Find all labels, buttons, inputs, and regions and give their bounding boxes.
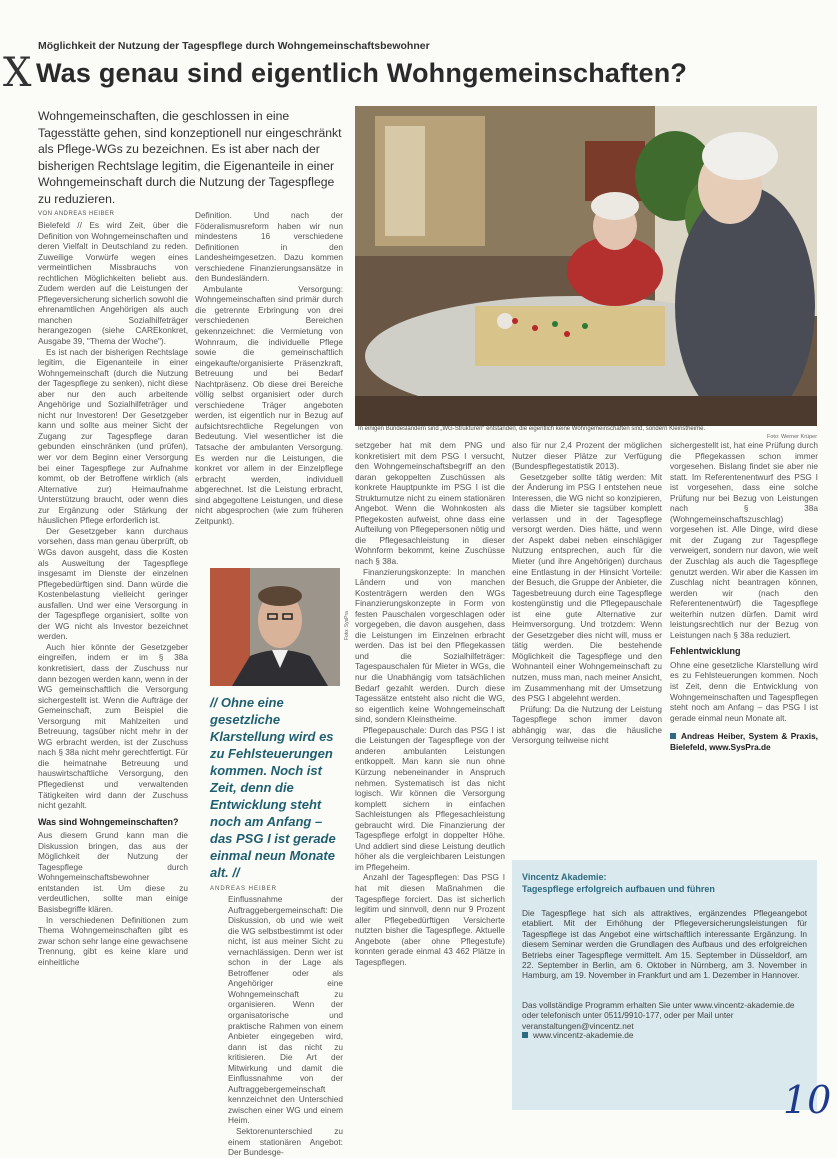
byline: VON ANDREAS HEIBER	[38, 211, 115, 217]
paragraph: setzgeber hat mit dem PNG und konkretisiert mit dem PSG I versucht, den Wohngemeinschaftsbegriff an den daran gekoppelten Zuschüssen als konkrete Hauptpunkte im PSG I ist die Strukturnutze nicht zu einem stationären Angebot. Wenn die Wohnkosten als Pflegekosten aufweist, ohne dass eine Aufteilung von Pflegepersonen nötig und die Pflegesachleistung in dieser Wohnform bekommt, keine Zuschüsse nach § 38a.	[355, 440, 505, 567]
paragraph: Aus diesem Grund kann man die Diskussion bringen, das aus der Möglichkeit der Nutzung der Tagespflege durch Wohngemeinschaftsbewohner entstanden ist. Um diese zu verdeutlichen, sollte man einige Basisbegriffe klären.	[38, 830, 188, 914]
paragraph: Auch hier könnte der Gesetzgeber eingreifen, indem er im § 38a konkretisiert, dass der Zuschuss nur dann bezogen werden kann, wenn in der WG gemeinschaftlich die Versorgung sichergestellt ist. Wenn die Aufträge der Gemeinschaft, zum Beispiel die Versorgung mit Mahlzeiten und Betreuung, tagsüber nicht mehr in der WG erbracht werden, ist der Zuschuss nach § 38a nicht mehr gerechtfertigt. Für die heimatnahe Betreuung und hauswirtschaftliche Versorgung, den Pflegedienst und verwaltenden Tätigkeiten wird dann der Zuschuss nicht gezahlt.	[38, 641, 188, 811]
paragraph: Einflussnahme der Auftraggebergemeinschaft: Die Diskussion, ob und wie weit die WG selbstbestimmt ist oder nicht, ist aus meiner Sicht zu vernachlässigen. Denn wer ist schon in der Lage als Betroffener oder als Angehöriger eine Wohngemeinschaft zu organisieren. Wenn der organisatorische und praktische Rahmen von einem Anbieter eingegeben wird, dann ist das nicht zu kritisieren. Die Art der Mitwirkung und damit die Einflussnahme von der Auftraggebergemeinschaft kennzeichnet den Unterschied zwischen einer WG und einem Heim.	[228, 894, 343, 1126]
quote-author: ANDREAS HEIBER	[210, 886, 278, 892]
paragraph: Ambulante Versorgung: Wohngemeinschaften sind primär durch die getrennte Erbringung von drei verschiedenen Bereichen gekennzeichnet: die Vermietung von Wohnraum, die individuelle Pflege sowie die gemeinschaftlich eingekaufte/organisierte Präsenzkraft, Betreuung und bei Bedarf Nachtpräsenz. Ob diese drei Bereiche völlig selbst organisiert oder durch verschiedene Träger angeboten werden, ist eigentlich nur in Bezug auf aufsichtsrechtliche Regelungen von Bedeutung. Viel wesentlicher ist die Tatsache der ambulanten Versorgung. Es werden nur die Leistungen, die konkret vor allem in der Einzelpflege erbracht werden, individuell abgerechnet. Ist die Leistung erbracht, sind abgegoltene Leistungen, und diese nicht abgesprochen (wie zum früheren Zeitpunkt).	[195, 283, 343, 526]
author-note	[670, 731, 818, 752]
box-link-row	[522, 1030, 634, 1040]
paragraph: Definition. Und nach der Föderalismusreform haben wir nun mindestens 16 verschiedene Definitionen in den Landesheimgesetzen. Dazu kommen verschiedene Finanzierungsansätze in den Bundesländern.	[195, 210, 343, 284]
paragraph: Anzahl der Tagespflegen: Das PSG I hat mit diesen Maßnahmen die Tagespflege forciert. Das ist sicherlich legitim und sinnvoll, denn nur 9 Prozent aller Pflegebedürftigen Versicherte nutzten bisher die Tagespflege. Aktuelle Angebote (aber ohne Pflegestufe) konnten gerade einmal 43 462 Plätze in Tagespflegen.	[355, 872, 505, 967]
paragraph: Bielefeld // Es wird Zeit, über die Definition von Wohngemeinschaften und deren Vielfalt in Deutschland zu reden. Zuweilige Vorwürfe wegen eines vermeintlichen Missbrauchs von rechtlichen Möglichkeiten beliebt aus. Zudem werden auf die Leistungen der Pflegeversicherung sicherlich sowohl die ehrenamtlichen Angehörigen als auch manchen Sozialhilfeträger herangezogen (siehe CAREkonkret, Ausgabe 39, "Thema der Woche").	[38, 220, 188, 347]
paragraph: Ohne eine gesetzliche Klarstellung wird es zu Fehlsteuerungen kommen. Noch ist Zeit, denn die Entwicklung von Wohngemeinschaften und Tagespflegen steht noch am Anfang – das PSG I ist gerade einmal neun Monate alt.	[670, 659, 818, 723]
article-column-2	[195, 210, 343, 555]
paragraph: Pflegepauschale: Durch das PSG I ist die Leistungen der Tagespflege von der anderen ambulanten Leistungen entkoppelt. Man kann sie nun ohne Kürzung nebeneinander in Anspruch nehmen. Systematisch ist das nicht logisch. Wir können die Versorgung komplett sichern in einfachen Sachleistungen als Pflegesachleistung gebraucht wird. Die Finanzierung der Tagespflege erfolgt in doppelter Höhe. Und addiert sind diese Leistung deutlich höher als die vergleichbaren Leistungen im Pflegeheim.	[355, 724, 505, 872]
author-portrait	[210, 568, 340, 686]
photo-credit: Foto: Werner Krüper	[767, 434, 818, 440]
box-subtitle: Tagespflege erfolgreich aufbauen und führen	[522, 884, 715, 894]
article-column-4	[512, 440, 662, 850]
paragraph: Prüfung: Da die Nutzung der Leistung Tagespflege schon immer davon abhängig war, das die häusliche Versorgung teilweise nicht	[512, 703, 662, 746]
page-number: 10	[783, 1078, 832, 1122]
paragraph: Sektorenunterschied zu einem stationären Angebot: Der Bundesge-	[228, 1126, 343, 1158]
square-bullet-icon	[522, 1032, 528, 1038]
photo-illustration	[355, 106, 817, 426]
portrait-illustration	[210, 568, 340, 686]
paragraph: Der Gesetzgeber kann durchaus vorsehen, dass man genau überprüft, ob WGs davon ausgeht, dass die Kosten als Ausweitung der Tagespflege insgesamt im Dienste der einzelnen Pflegebedürftigen sind. Dann würde die Kostenbelastung vielleicht geringer ausfallen. Und wer eine Versorgung in der Tagespflege organisiert, sollte von der WG nicht als Investor bezeichnet werden.	[38, 525, 188, 642]
box-title: Vincentz Akademie:	[522, 872, 607, 882]
main-photo	[355, 106, 817, 426]
square-bullet-icon	[670, 733, 676, 739]
article-column-5	[670, 440, 818, 845]
seminar-info-box	[512, 860, 817, 1110]
portrait-credit: Foto: SysPra	[344, 611, 350, 640]
box-link[interactable]: www.vincentz-akademie.de	[533, 1030, 634, 1040]
section-heading: Fehlentwicklung	[670, 646, 741, 657]
paragraph: Finanzierungskonzepte: In manchen Ländern und von manchen Kostenträgern werden den WGs Finanzierungskonzepte in Form von festen Pauschalen vorgeschlagen oder vorgegeben, die davon ausgehen, dass die Leistungen im Einzelnen erbracht werden. Das ist bei den Pflegekassen und die Sozialhilfeträger: Tagespauschalen für Mieter in WGs, die nur die Unabhängig vom tatsächlichen Bedarf gezahlt werden. Durch diese Tagessätze entsteht also nicht die WG, so eigentlich keine Wohngemeinschaft sind, sondern Kleinstheime.	[355, 566, 505, 725]
margin-mark: X	[3, 50, 32, 96]
photo-caption: In einigen Bundesländern sind „WG-Strukturen“ entstanden, die eigentlich keine Wohngemeinschaften sind, sondern Kleinstheime.	[358, 426, 706, 432]
author-note-text: Andreas Heiber, System & Praxis, Bielefeld, www.SysPra.de	[670, 731, 818, 752]
pull-quote: // Ohne eine gesetzliche Klarstellung wird es zu Fehlsteuerungen kommen. Noch ist Zeit, denn die Entwicklung steht noch am Anfang – das PSG I ist gerade einmal neun Monate alt. //	[210, 695, 336, 880]
box-body: Die Tagespflege hat sich als attraktives, ergänzendes Pflegeangebot etabliert. Mit der Erhöhung der Pflegeversicherungsleistungen für Tagespflege ist das Angebot eine wirtschaftlich interessante Ergänzung. In diesem Seminar werden die Grundlagen des Aufbaus und des erfolgreichen Betriebs einer Tagespflege vermittelt. Am 15. September in Düsseldorf, am 22. September in Berlin, am 6. Oktober in Nürnberg, am 3. November in Hamburg, am 19. November in Frankfurt und am 1. Dezember in Hannover.	[522, 908, 807, 981]
paragraph: sichergestellt ist, hat eine Prüfung durch die Pflegekassen schon immer vorgesehen. Bislang findet sie aber nie statt. Im Referentenentwurf des PSG I ist vorgesehen, dass eine solche Prüfung nur bei Bezug von Leistungen nach § 38a (Wohngemeinschaftszuschlag) vorgesehen ist. Alle Dinge, wird diese mit der Zugang zur Tagespflege verweigert, sondern nur davon, wie weit der Zuschlag als auch die Tagespflege genutzt werden. Wir aber die Kassen im Zuschlag nicht beantragen können, werden wir (nach den Referentenentwürf) die Tagespflege weiterhin nutzen dürfen. Damit wird leistungsrechtlich nur der Bezug von Leistungen nach § 38a reduziert.	[670, 440, 818, 640]
article-column-3	[355, 440, 505, 1135]
article-title: Was genau sind eigentlich Wohngemeinschaften?	[36, 58, 688, 88]
section-heading: Was sind Wohngemeinschaften?	[38, 816, 179, 827]
paragraph: also für nur 2,4 Prozent der möglichen Nutzer dieser Plätze zur Verfügung (Bundespflegestatistik 2013).	[512, 440, 662, 472]
paragraph: Gesetzgeber sollte tätig werden: Mit der Änderung im PSG I entstehen neue Interessen, die WG nicht so konzipieren, dass die Mieter sie tagsüber komplett verlassen und in der Tagespflege versorgt werden. Dies hätte, und wenn der Aspekt dabei neben einschlägiger Nutzung entsprechen, auch für die Mieter (und ihre Angehörigen) durchaus eine Entlastung in der Hinsicht Vorteile: der Besuch, die Gruppe der Anbieter, die Tagesbetreuung durch eine Tagespflege kostengünstig und die Pflegepauschale ist eine gute Alternative zur Heimversorgung. Und trotzdem: Wenn der Gesetzgeber dies nicht will, muss er tätig werden. Die bestehende Möglichkeit die Tagespflege und den Wohnanteil einer Wohngemeinschaft zu nutzen, muss man, nach meiner Ansicht, im Zusammenhang mit der Umsetzung des PSG I abgelehnt werden.	[512, 471, 662, 704]
article-column-2b	[228, 894, 343, 1158]
box-contact: Das vollständige Programm erhalten Sie unter www.vincentz-akademie.de oder telefonisch unter 0511/9910-177, oder per Mail unter veranstaltungen@vincentz.net	[522, 1000, 795, 1031]
paragraph: In verschiedenen Definitionen zum Thema Wohngemeinschaften gibt es zwar schon sehr lange eine gewachsene Trennung, gibt es keine klare und einheitliche	[38, 914, 188, 967]
kicker: Möglichkeit der Nutzung der Tagespflege durch Wohngemeinschaftsbewohner	[38, 40, 430, 52]
article-column-1	[38, 220, 188, 1125]
paragraph: Es ist nach der bisherigen Rechtslage legitim, die Eigenanteile in einer Wohngemeinschaft (durch die Nutzung der Tagespflege zu senken), nicht diese aber nur den auch arbeitende Angehörige und Sozialhilfeträger und nicht nur Investoren! Der Gesetzgeber kann und sollte aus meiner Sicht der Zugang zur Tagespflege daran gebunden einschränken (und prüfen), wer vor dem Beginn einer Versorgung bei einer Tagespflege zur Aufnahme kommt, ob der Betroffene wirklich (als Alternative zur) Heimaufnahme Unterstützung braucht, oder wenn dies zur Ergänzung oder Stärkung der häuslichen Pflege erforderlich ist.	[38, 346, 188, 526]
lead-text: Wohngemeinschaften, die geschlossen in eine Tagesstätte gehen, sind konzeptionell nur eingeschränkt als Pflege-WGs zu bezeichnen. Es ist aber nach der bisherigen Rechtslage legitim, die Eigenanteile in einer Wohngemeinschaft durch die Nutzung der Tagespflege zu reduzieren.	[38, 109, 342, 206]
